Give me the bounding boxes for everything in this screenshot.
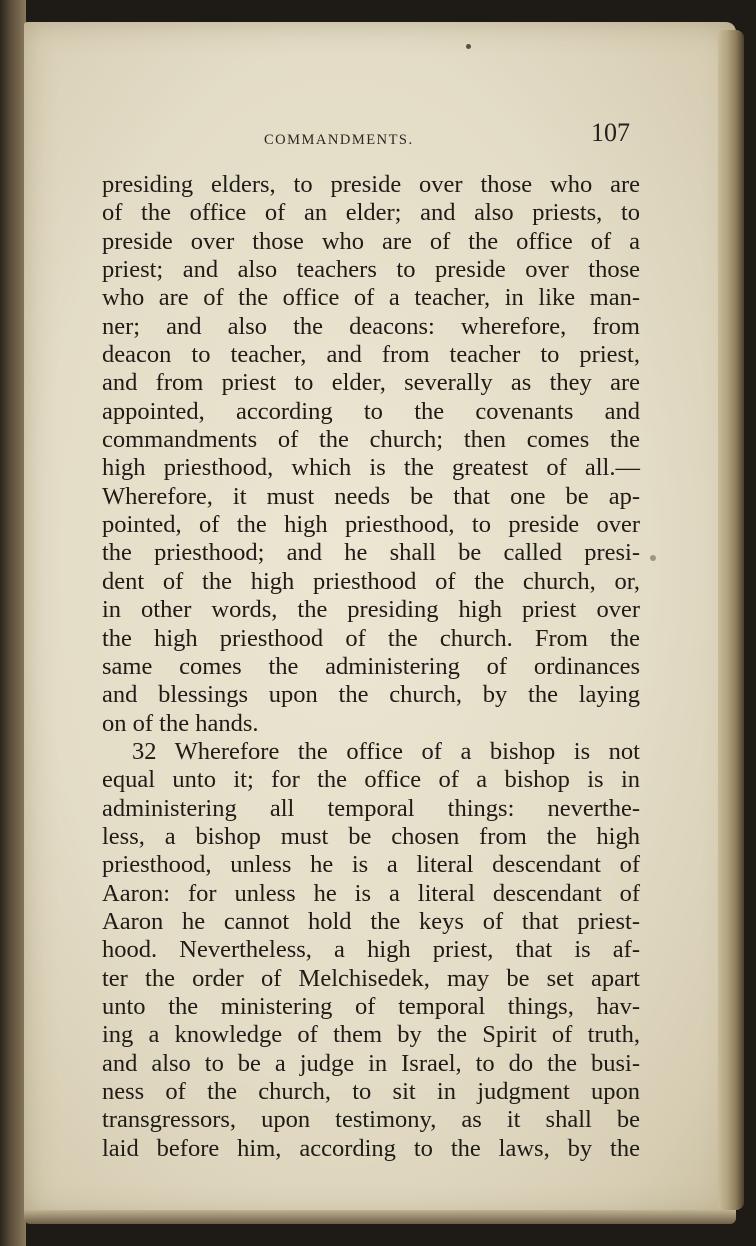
text-line: pointed, of the high priesthood, to preside over — [102, 511, 640, 539]
text-line: less, a bishop must be chosen from the high — [102, 822, 640, 850]
text-line: presiding elders, to preside over those who are — [102, 171, 640, 198]
text-line: unto the ministering of temporal things, hav- — [102, 992, 640, 1020]
body-text — [102, 171, 640, 1163]
text-line: deacon to teacher, and from teacher to priest, — [102, 341, 640, 369]
text-line: dent of the high priesthood of the church, or, — [102, 567, 640, 595]
text-line: Aaron he cannot hold the keys of that priest- — [102, 907, 640, 935]
text-line: ness of the church, to sit in judgment upon — [102, 1078, 640, 1105]
text-line: in other words, the presiding high priest over — [102, 596, 640, 624]
page-fore-edge — [718, 30, 744, 1210]
text-line: ing a knowledge of them by the Spirit of truth, — [102, 1021, 640, 1049]
paragraph-start-line: 32 Wherefore the office of a bishop is not — [132, 737, 640, 765]
text-line: and also to be a judge in Israel, to do the busi- — [102, 1049, 640, 1077]
text-line: ner; and also the deacons: wherefore, from — [102, 312, 640, 340]
text-line: commandments of the church; then comes the — [102, 426, 640, 454]
text-line: same comes the administering of ordinances — [102, 652, 640, 680]
text-line: and blessings upon the church, by the laying — [102, 681, 640, 709]
text-line: who are of the office of a teacher, in like man- — [102, 284, 640, 312]
text-line: Aaron: for unless he is a literal descendant of — [102, 879, 640, 907]
text-line: priesthood, unless he is a literal descendant of — [102, 851, 640, 879]
running-title: COMMANDMENTS. — [264, 132, 414, 148]
text-line: laid before him, according to the laws, by the — [102, 1134, 640, 1162]
text-line: the high priesthood of the church. From the — [102, 624, 640, 652]
ink-speck — [650, 555, 656, 561]
ink-speck — [466, 44, 471, 49]
text-line: ter the order of Melchisedek, may be set apart — [102, 964, 640, 992]
text-line: hood. Nevertheless, a high priest, that is af- — [102, 936, 640, 964]
text-line: the priesthood; and he shall be called presi- — [102, 539, 640, 567]
page-bottom-edge — [24, 1210, 736, 1224]
text-line: on of the hands. — [102, 709, 259, 737]
text-line: transgressors, upon testimony, as it shall be — [102, 1106, 640, 1134]
text-line: equal unto it; for the office of a bishop is in — [102, 766, 640, 794]
text-line: and from priest to elder, severally as they are — [102, 369, 640, 397]
text-line: high priesthood, which is the greatest of all.— — [102, 454, 640, 482]
page-number: 107 — [591, 118, 630, 147]
text-line: Wherefore, it must needs be that one be ap- — [102, 482, 640, 510]
text-line: priest; and also teachers to preside over those — [102, 256, 640, 284]
text-line: preside over those who are of the office of a — [102, 227, 640, 255]
text-line: appointed, according to the covenants and — [102, 397, 640, 425]
text-line: of the office of an elder; and also priests, to — [102, 199, 640, 227]
running-header — [100, 118, 638, 154]
text-line: administering all temporal things: neverthe- — [102, 794, 640, 822]
binding-gutter — [0, 0, 26, 1246]
